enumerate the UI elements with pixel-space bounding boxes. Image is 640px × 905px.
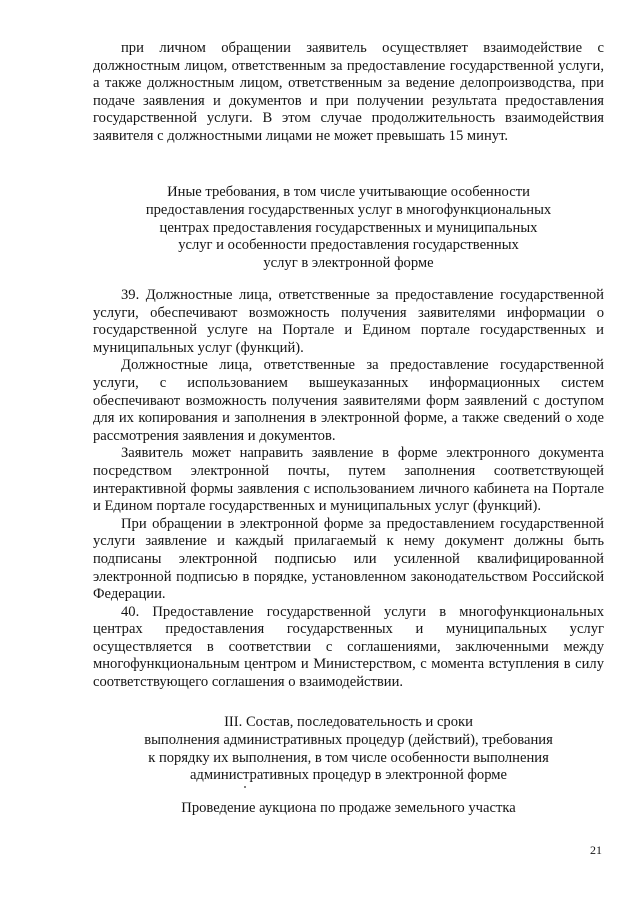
subsection-heading-text: Проведение аукциона по продаже земельного участка bbox=[181, 800, 516, 816]
intro-paragraph: при личном обращении заявитель осуществляет взаимодействие с должностным лицом, ответственным за предоставление государственной услуги, а также должностным лицом, ответственным за ведение делопроизводства, при подаче заявления и документов и при получении результата предоставления государственной услуги. В этом случае продолжительность взаимодействия заявителя с должностными лицами не может превышать 15 минут. bbox=[93, 40, 604, 144]
paragraph-39: 39. Должностные лица, ответственные за предоставление государственной услуги, обеспечивают возможность получения заявителями информации о государственной услуге на Портале и Едином портале государственных и муниципальных услуг (функций). bbox=[93, 287, 604, 356]
section-heading-line: услуг в электронной форме bbox=[263, 255, 434, 272]
section-heading-line: предоставления государственных услуг в многофункциональных bbox=[145, 201, 552, 218]
chapter-heading-line: выполнения административных процедур (действий), требования bbox=[144, 731, 553, 748]
chapter-heading-line: административных процедур в электронной форме bbox=[189, 767, 508, 784]
chapter-heading bbox=[93, 714, 604, 785]
body-text bbox=[93, 287, 604, 692]
chapter-heading-line: III. Состав, последовательность и сроки bbox=[224, 714, 473, 730]
section-heading bbox=[93, 184, 604, 273]
scan-speck bbox=[244, 786, 246, 788]
paragraph-electronic-application: Заявитель может направить заявление в форме электронного документа посредством электронной почты, путем заполнения соответствующей интерактивной формы заявления с использованием личного кабинета на Портале и Едином портале государственных и муниципальных услуг (функций). bbox=[93, 445, 604, 515]
section-heading-line: услуг и особенности предоставления государственных bbox=[178, 237, 519, 254]
section-heading-line: Иные требования, в том числе учитывающие особенности bbox=[167, 184, 530, 200]
paragraph-officials: Должностные лица, ответственные за предоставление государственной услуги, с использованием вышеуказанных информационных систем обеспечивают возможность получения заявителями форм заявлений с доступом для их копирования и заполнения в электронной форме, а также сведений о ходе рассмотрения заявления и документов. bbox=[93, 357, 604, 444]
intro-text bbox=[93, 40, 604, 146]
subsection-heading bbox=[93, 800, 604, 818]
paragraph-electronic-signature: При обращении в электронной форме за предоставлением государственной услуги заявление и каждый прилагаемый к нему документ должны быть подписаны электронной подписью или усиленной квалифицированной электронной подписью в порядке, установленном законодательством Российской Федерации. bbox=[93, 515, 604, 603]
chapter-heading-line: к порядку их выполнения, в том числе особенности выполнения bbox=[148, 749, 549, 766]
section-heading-line: центрах предоставления государственных и муниципальных bbox=[159, 219, 538, 236]
page-number: 21 bbox=[590, 843, 602, 857]
paragraph-40: 40. Предоставление государственной услуги в многофункциональных центрах предоставления государственных и муниципальных услуг осуществляется в соответствии с соглашениями, заключенными между многофункциональным центром и Министерством, с момента вступления в силу соответствующего соглашения о взаимодействии. bbox=[93, 603, 604, 691]
